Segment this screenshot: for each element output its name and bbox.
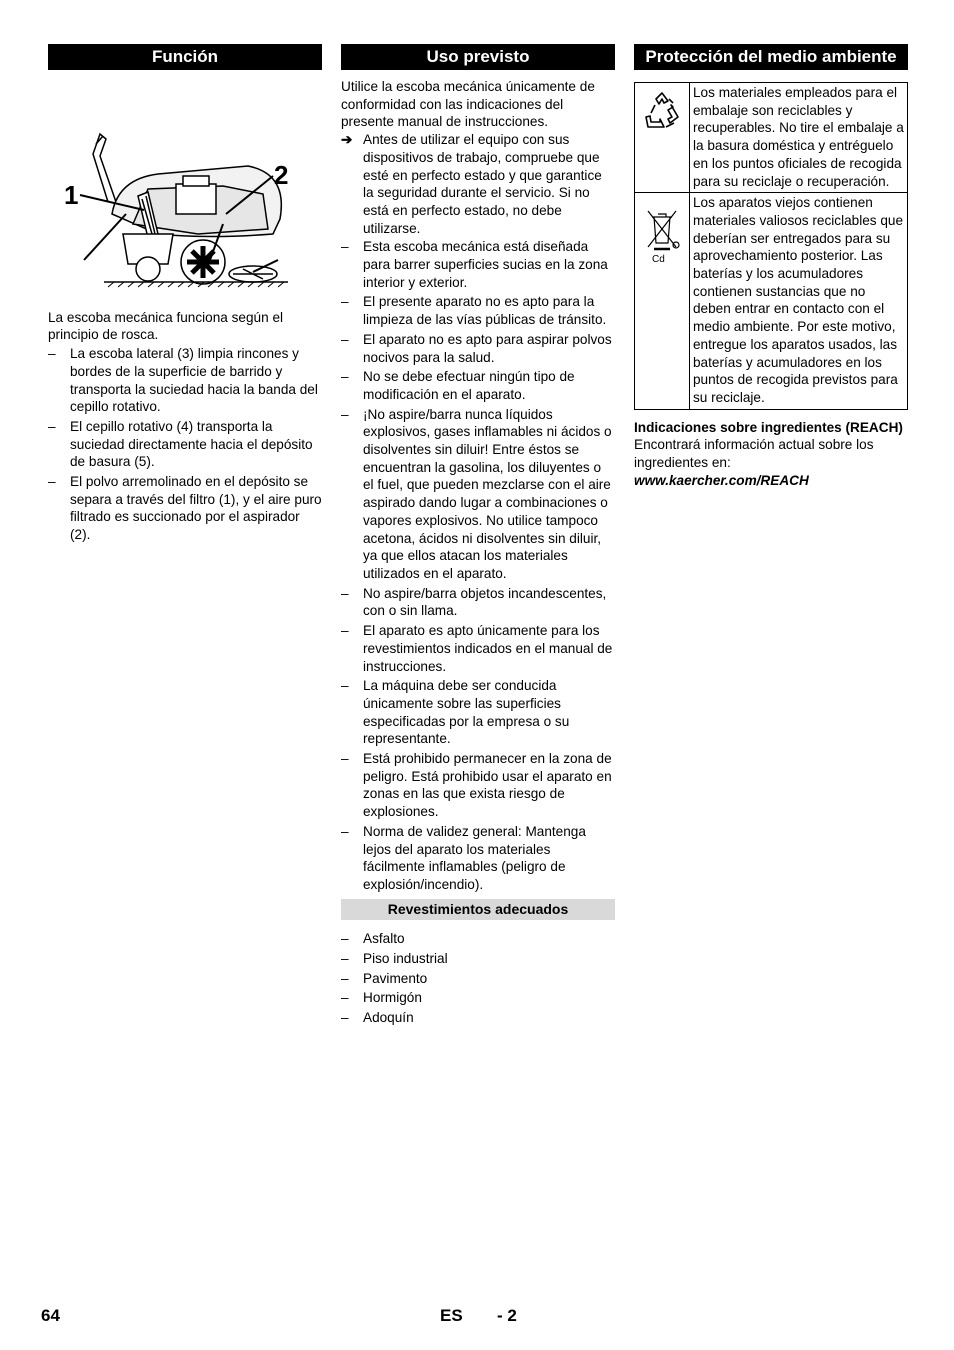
list-item: – Piso industrial xyxy=(341,951,448,967)
list-item: – La máquina debe ser conducida únicamente sobre las superficies especificadas por la empresa o su representante. xyxy=(341,678,570,747)
list-item: – El aparato no es apto para aspirar polvos nocivos para la salud. xyxy=(341,331,612,365)
uso-heading: Uso previsto xyxy=(341,44,615,70)
crossed-bin-cell xyxy=(635,193,690,409)
figure-label-2: 2 xyxy=(274,160,289,190)
list-item: – El cepillo rotativo (4) transporta la suciedad directamente hacia el depósito de basura (5). xyxy=(48,418,313,470)
funcion-heading: Función xyxy=(48,44,322,70)
list-item: – Pavimento xyxy=(341,970,428,986)
list-item: – Adoquín xyxy=(341,1010,414,1026)
cd-label: Cd xyxy=(652,254,665,266)
revestimientos-heading: Revestimientos adecuados xyxy=(341,899,615,921)
language-code: ES xyxy=(440,1306,463,1325)
list-item: – Esta escoba mecánica está diseñada para barrer superficies sucias en la zona interior y exterior. xyxy=(341,239,608,290)
list-item: – No se debe efectuar ningún tipo de modificación en el aparato. xyxy=(341,369,575,402)
crossed-bin-cd-icon xyxy=(642,207,682,265)
reach-text: Encontrará información actual sobre los ingredientes en: xyxy=(634,437,874,471)
proteccion-column xyxy=(634,44,908,489)
section-number: - 2 xyxy=(497,1306,517,1325)
list-item: – La escoba lateral (3) limpia rincones y bordes de la superficie de barrido y transporta la suciedad hacia la banda del cepillo rotativo. xyxy=(48,346,318,415)
uso-column xyxy=(341,44,615,1029)
revestimientos-list xyxy=(341,930,615,1027)
table-row xyxy=(635,83,908,193)
recycling-icon xyxy=(640,89,684,133)
funcion-list xyxy=(48,345,322,544)
reach-link[interactable]: www.kaercher.com/REACH xyxy=(634,472,809,488)
list-item: – No aspire/barra objetos incandescentes, con o sin llama. xyxy=(341,585,607,619)
list-item: – ¡No aspire/barra nunca líquidos explosivos, gases inflamables ni ácidos o disolventes sin diluir! Entre éstos se encuentran la gasolina, los diluyentes o el fuel, que pueden mezclarse con el aire aspirado dando lugar a combinaciones o vapores explosivos. No utilice tampoco acetona, ácidos ni disolventes sin diluir, ya que ellos atacan los materiales utilizados en el aparato. xyxy=(341,406,612,581)
sweeper-principle-figure xyxy=(48,84,322,290)
arrow-instruction: ➔ Antes de utilizar el equipo con sus dispositivos de trabajo, compruebe que esté en perfecto estado y que garantice la seguridad durante el servicio. Si no está en perfecto estado, no debe utilizarse. xyxy=(341,132,602,236)
proteccion-heading: Protección del medio ambiente xyxy=(634,44,908,70)
uso-list xyxy=(341,238,615,893)
reach-heading: Indicaciones sobre ingredientes (REACH) xyxy=(634,419,903,435)
list-item: – El polvo arremolinado en el depósito se separa a través del filtro (1), y el aire puro filtrado es succionado por el aspirador (2). xyxy=(48,474,322,543)
list-item: – El presente aparato no es apto para la limpieza de las vías públicas de tránsito. xyxy=(341,294,607,328)
dash-bullet: – xyxy=(48,418,56,434)
list-item: – Hormigón xyxy=(341,990,422,1006)
list-item: – Asfalto xyxy=(341,931,405,947)
list-item: – Norma de validez general: Mantenga lejos del aparato los materiales fácilmente inflamables (peligro de explosión/incendio). xyxy=(341,823,586,892)
uso-intro: Utilice la escoba mecánica únicamente de conformidad con las indicaciones del presente manual de instrucciones. xyxy=(341,79,595,130)
funcion-column xyxy=(48,44,322,546)
funcion-intro: La escoba mecánica funciona según el principio de rosca. xyxy=(48,309,284,343)
environment-table xyxy=(634,82,908,410)
old-devices-text: Los aparatos viejos contienen materiales valiosos reciclables que deberían ser entregados para su aprovechamiento posterior. Las baterías y los acumuladores contienen sustancias que no deben entrar en contacto con el medio ambiente. Por este motivo, entregue los aparatos usados, las baterías y acumuladores en los puntos de recogida previstos para su reciclaje. xyxy=(690,193,908,409)
arrow-right-icon: ➔ xyxy=(341,132,353,148)
page-number: 64 xyxy=(41,1306,60,1325)
list-item: – Está prohibido permanecer en la zona de peligro. Está prohibido usar el aparato en zonas en las que exista riesgo de explosiones. xyxy=(341,751,612,820)
dash-bullet: – xyxy=(48,346,56,362)
dash-bullet: – xyxy=(48,474,56,490)
packaging-recycling-text: Los materiales empleados para el embalaje son reciclables y recuperables. No tire el embalaje a la basura doméstica y entréguelo en los puntos oficiales de recogida para su reciclaje o recuperación. xyxy=(690,83,908,193)
figure-label-1: 1 xyxy=(64,180,79,210)
table-row xyxy=(635,193,908,409)
recycling-icon-cell xyxy=(635,83,690,193)
list-item: – El aparato es apto únicamente para los revestimientos indicados en el manual de instrucciones. xyxy=(341,623,613,674)
